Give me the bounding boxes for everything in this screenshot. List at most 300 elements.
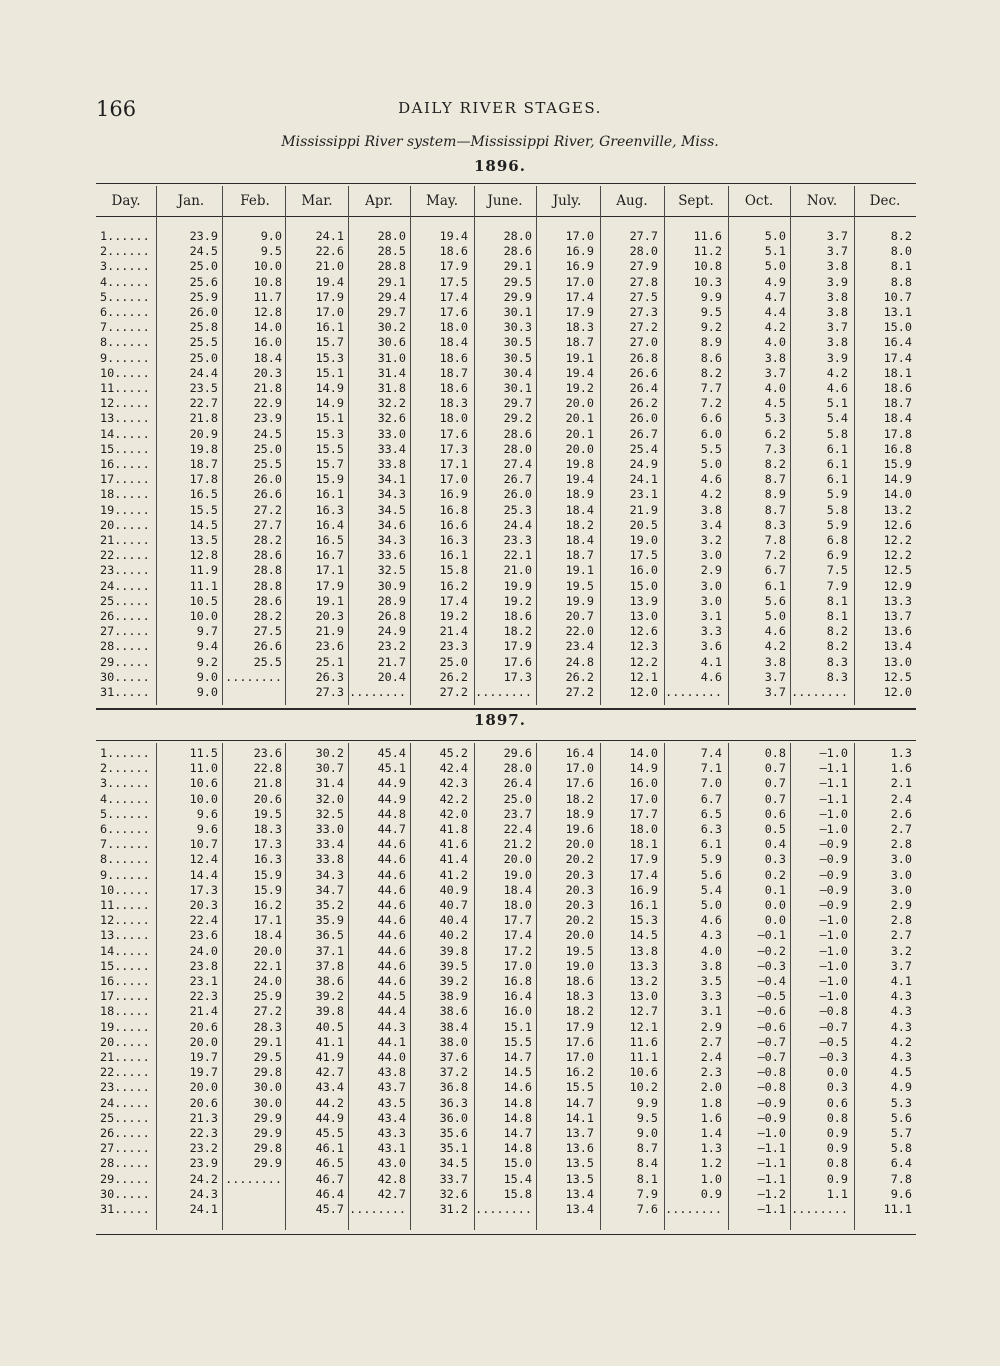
stage-cell-nov: —0.9 xyxy=(819,867,848,882)
stage-cell-oct: —1.1 xyxy=(757,1202,786,1216)
stage-cell-may: 37.6 xyxy=(439,1050,468,1064)
stage-cell-aug: 23.1 xyxy=(629,487,658,502)
stage-cell-sept: 6.6 xyxy=(700,411,722,426)
stage-cell-nov: —1.0 xyxy=(819,974,848,988)
stage-cell-dec: 2.8 xyxy=(890,913,912,928)
stage-cell-june: 18.0 xyxy=(503,898,532,912)
stage-cell-feb: 28.8 xyxy=(253,563,282,578)
no-day-marker: ........ xyxy=(475,1202,532,1216)
stage-cell-june: 16.0 xyxy=(503,1004,532,1019)
stage-cell-feb: 27.7 xyxy=(253,517,282,532)
stage-cell-nov: 8.3 xyxy=(826,669,848,684)
stage-cell-mar: 21.0 xyxy=(315,259,344,274)
stage-cell-dec: 2.8 xyxy=(890,837,912,852)
column-divider xyxy=(222,743,223,1230)
no-day-marker: ........ xyxy=(791,685,848,699)
day-label: 28..... xyxy=(100,639,150,654)
stage-cell-may: 45.2 xyxy=(439,746,468,760)
stage-cell-nov: 8.2 xyxy=(826,639,848,654)
stage-cell-sept: 9.5 xyxy=(700,305,722,319)
stage-cell-mar: 23.6 xyxy=(315,639,344,654)
stage-cell-may: 18.7 xyxy=(439,365,468,380)
stage-cell-oct: —0.1 xyxy=(757,928,786,943)
stage-cell-nov: 3.7 xyxy=(826,320,848,335)
stage-cell-mar: 35.9 xyxy=(315,913,344,928)
day-label: 13..... xyxy=(100,928,150,943)
stage-cell-feb: 28.6 xyxy=(253,593,282,608)
stage-cell-oct: 8.7 xyxy=(764,472,786,487)
stage-cell-july: 18.4 xyxy=(565,533,594,547)
day-label: 31..... xyxy=(100,1202,150,1216)
stage-cell-may: 17.0 xyxy=(439,472,468,487)
stage-cell-aug: 11.6 xyxy=(629,1034,658,1049)
stage-cell-july: 20.3 xyxy=(565,882,594,897)
day-label: 15..... xyxy=(100,958,150,973)
stage-cell-aug: 12.2 xyxy=(629,654,658,669)
stage-cell-nov: 3.8 xyxy=(826,305,848,319)
stage-cell-mar: 16.1 xyxy=(315,320,344,335)
stage-cell-apr: 45.1 xyxy=(377,761,406,776)
stage-cell-sept: 3.8 xyxy=(700,958,722,973)
stage-cell-aug: 17.4 xyxy=(629,867,658,882)
day-label: 20..... xyxy=(100,1034,150,1049)
stage-cell-june: 19.2 xyxy=(503,593,532,608)
stage-cell-may: 41.8 xyxy=(439,822,468,836)
stage-cell-nov: 0.9 xyxy=(826,1126,848,1140)
stage-cell-oct: 0.0 xyxy=(764,913,786,928)
stage-cell-jan: 9.6 xyxy=(196,806,218,821)
stage-cell-july: 16.2 xyxy=(565,1065,594,1080)
stage-cell-july: 19.4 xyxy=(565,365,594,380)
stage-cell-oct: —0.6 xyxy=(757,1004,786,1019)
stage-cell-mar: 35.2 xyxy=(315,898,344,912)
stage-cell-jan: 22.3 xyxy=(189,1126,218,1140)
stage-cell-jan: 24.5 xyxy=(189,244,218,259)
stage-cell-aug: 26.2 xyxy=(629,396,658,411)
day-label: 2...... xyxy=(100,244,150,259)
stage-cell-sept: 1.3 xyxy=(700,1141,722,1156)
stage-cell-nov: —1.0 xyxy=(819,958,848,973)
stage-cell-may: 41.4 xyxy=(439,852,468,867)
stage-cell-nov: 3.8 xyxy=(826,335,848,350)
stage-cell-may: 27.2 xyxy=(439,685,468,699)
stage-cell-sept: 3.1 xyxy=(700,1004,722,1019)
stage-cell-may: 42.3 xyxy=(439,776,468,791)
stage-cell-apr: 44.7 xyxy=(377,822,406,836)
stage-cell-sept: 3.0 xyxy=(700,548,722,563)
stage-cell-jan: 25.5 xyxy=(189,335,218,350)
day-label: 4...... xyxy=(100,791,150,806)
stage-cell-aug: 7.9 xyxy=(636,1186,658,1201)
stage-cell-mar: 33.8 xyxy=(315,852,344,867)
stage-cell-july: 19.9 xyxy=(565,593,594,608)
stage-cell-oct: 4.7 xyxy=(764,289,786,304)
stage-cell-jan: 10.7 xyxy=(189,837,218,852)
stage-cell-sept: 4.3 xyxy=(700,928,722,943)
stage-cell-july: 17.0 xyxy=(565,1050,594,1064)
stage-cell-july: 20.0 xyxy=(565,396,594,411)
stage-cell-may: 34.5 xyxy=(439,1156,468,1171)
stage-cell-jan: 24.1 xyxy=(189,1202,218,1216)
stage-cell-july: 20.1 xyxy=(565,426,594,441)
stage-cell-oct: 0.7 xyxy=(764,761,786,776)
stage-cell-jan: 24.4 xyxy=(189,365,218,380)
stage-cell-may: 18.6 xyxy=(439,381,468,395)
stage-cell-sept: 10.3 xyxy=(693,274,722,289)
stage-cell-sept: 2.9 xyxy=(700,563,722,578)
day-label: 8...... xyxy=(100,335,150,350)
stage-cell-apr: 44.3 xyxy=(377,1019,406,1034)
day-label: 29..... xyxy=(100,654,150,669)
day-label: 16..... xyxy=(100,974,150,988)
stage-cell-july: 17.6 xyxy=(565,1034,594,1049)
stage-cell-aug: 12.1 xyxy=(629,1019,658,1034)
stage-cell-oct: 0.1 xyxy=(764,882,786,897)
stage-cell-may: 23.3 xyxy=(439,639,468,654)
stage-cell-july: 18.2 xyxy=(565,517,594,532)
day-label: 18..... xyxy=(100,487,150,502)
stage-cell-nov: 3.7 xyxy=(826,229,848,243)
stage-cell-oct: 0.6 xyxy=(764,806,786,821)
stage-cell-oct: 6.7 xyxy=(764,563,786,578)
stage-cell-aug: 10.2 xyxy=(629,1080,658,1095)
stage-cell-dec: 9.6 xyxy=(890,1186,912,1201)
stage-cell-july: 19.2 xyxy=(565,381,594,395)
stage-cell-sept: 5.0 xyxy=(700,898,722,912)
stage-cell-nov: —1.0 xyxy=(819,822,848,836)
day-label: 9...... xyxy=(100,867,150,882)
stage-cell-jan: 9.0 xyxy=(196,669,218,684)
stage-cell-june: 28.6 xyxy=(503,244,532,259)
stage-cell-oct: —0.9 xyxy=(757,1110,786,1125)
stage-cell-jan: 12.8 xyxy=(189,548,218,563)
stage-cell-july: 17.9 xyxy=(565,305,594,319)
stage-cell-aug: 18.1 xyxy=(629,837,658,852)
stage-cell-feb: 22.8 xyxy=(253,761,282,776)
stage-cell-feb: 17.3 xyxy=(253,837,282,852)
stage-cell-apr: 45.4 xyxy=(377,746,406,760)
stage-cell-aug: 27.2 xyxy=(629,320,658,335)
day-label: 9...... xyxy=(100,350,150,365)
stage-cell-dec: 13.6 xyxy=(883,624,912,639)
stage-cell-may: 16.2 xyxy=(439,578,468,593)
stage-cell-jan: 21.3 xyxy=(189,1110,218,1125)
stage-cell-apr: 44.5 xyxy=(377,989,406,1004)
day-label: 19..... xyxy=(100,502,150,517)
stage-cell-sept: 2.7 xyxy=(700,1034,722,1049)
stage-cell-oct: 5.1 xyxy=(764,244,786,259)
stage-cell-feb: 12.8 xyxy=(253,305,282,319)
month-header-jan: Jan. xyxy=(177,193,205,209)
stage-cell-dec: 12.2 xyxy=(883,533,912,547)
stage-cell-jan: 23.2 xyxy=(189,1141,218,1156)
stage-cell-nov: —1.0 xyxy=(819,928,848,943)
stage-cell-aug: 27.3 xyxy=(629,305,658,319)
stage-cell-aug: 21.9 xyxy=(629,502,658,517)
stage-cell-nov: 5.1 xyxy=(826,396,848,411)
stage-cell-apr: 44.6 xyxy=(377,958,406,973)
stage-cell-july: 20.3 xyxy=(565,898,594,912)
day-label: 28..... xyxy=(100,1156,150,1171)
stage-cell-feb: 27.2 xyxy=(253,502,282,517)
stage-cell-oct: 0.7 xyxy=(764,791,786,806)
stage-cell-jan: 23.9 xyxy=(189,1156,218,1171)
stage-cell-july: 18.6 xyxy=(565,974,594,988)
stage-cell-may: 38.9 xyxy=(439,989,468,1004)
stage-cell-mar: 14.9 xyxy=(315,381,344,395)
stage-cell-mar: 42.7 xyxy=(315,1065,344,1080)
stage-cell-july: 13.7 xyxy=(565,1126,594,1140)
stage-cell-july: 18.7 xyxy=(565,548,594,563)
stage-cell-oct: —0.8 xyxy=(757,1080,786,1095)
stage-cell-may: 41.2 xyxy=(439,867,468,882)
stage-cell-feb: 11.7 xyxy=(253,289,282,304)
stage-cell-dec: 8.0 xyxy=(890,244,912,259)
stage-cell-apr: 30.6 xyxy=(377,335,406,350)
day-label: 4...... xyxy=(100,274,150,289)
stage-cell-nov: 5.9 xyxy=(826,487,848,502)
stage-cell-aug: 27.5 xyxy=(629,289,658,304)
stage-cell-feb: 18.4 xyxy=(253,928,282,943)
stage-cell-mar: 41.1 xyxy=(315,1034,344,1049)
stage-cell-apr: 34.6 xyxy=(377,517,406,532)
stage-cell-june: 15.4 xyxy=(503,1171,532,1186)
stage-cell-oct: 5.3 xyxy=(764,411,786,426)
stage-cell-dec: 12.2 xyxy=(883,548,912,563)
stage-cell-jan: 24.2 xyxy=(189,1171,218,1186)
stage-cell-nov: —0.7 xyxy=(819,1019,848,1034)
stage-cell-nov: 6.1 xyxy=(826,457,848,471)
stage-cell-june: 25.3 xyxy=(503,502,532,517)
month-header-dec: Dec. xyxy=(869,193,901,209)
day-label: 5...... xyxy=(100,289,150,304)
day-label: 26..... xyxy=(100,1126,150,1140)
stage-cell-july: 16.9 xyxy=(565,244,594,259)
stage-cell-dec: 4.3 xyxy=(890,989,912,1004)
stage-cell-may: 16.8 xyxy=(439,502,468,517)
day-label: 27..... xyxy=(100,1141,150,1156)
stage-cell-nov: —0.9 xyxy=(819,837,848,852)
stage-cell-nov: —1.0 xyxy=(819,943,848,958)
stage-cell-sept: 1.8 xyxy=(700,1095,722,1110)
stage-cell-mar: 17.9 xyxy=(315,578,344,593)
stage-cell-aug: 17.9 xyxy=(629,852,658,867)
stage-cell-nov: 8.3 xyxy=(826,654,848,669)
stage-cell-may: 18.3 xyxy=(439,396,468,411)
day-label: 6...... xyxy=(100,305,150,319)
stage-cell-aug: 20.5 xyxy=(629,517,658,532)
stage-cell-aug: 24.9 xyxy=(629,457,658,471)
stage-cell-may: 42.4 xyxy=(439,761,468,776)
stage-cell-nov: 0.0 xyxy=(826,1065,848,1080)
stage-cell-sept: 7.0 xyxy=(700,776,722,791)
stage-cell-june: 14.7 xyxy=(503,1050,532,1064)
stage-cell-aug: 18.0 xyxy=(629,822,658,836)
stage-cell-aug: 12.3 xyxy=(629,639,658,654)
stage-cell-jan: 19.7 xyxy=(189,1050,218,1064)
stage-cell-feb: 29.5 xyxy=(253,1050,282,1064)
stage-cell-sept: 6.1 xyxy=(700,837,722,852)
stage-cell-jan: 11.0 xyxy=(189,761,218,776)
stage-cell-dec: 12.5 xyxy=(883,669,912,684)
stage-cell-aug: 13.3 xyxy=(629,958,658,973)
stage-cell-may: 21.4 xyxy=(439,624,468,639)
stage-cell-may: 39.5 xyxy=(439,958,468,973)
day-label: 1...... xyxy=(100,746,150,760)
stage-cell-dec: 4.3 xyxy=(890,1050,912,1064)
stage-cell-dec: 2.9 xyxy=(890,898,912,912)
stage-cell-apr: 21.7 xyxy=(377,654,406,669)
stage-cell-june: 28.0 xyxy=(503,441,532,456)
stage-cell-jan: 9.6 xyxy=(196,822,218,836)
stage-cell-dec: 5.7 xyxy=(890,1126,912,1140)
day-label: 11..... xyxy=(100,898,150,912)
stage-cell-july: 13.5 xyxy=(565,1156,594,1171)
stage-cell-jan: 22.4 xyxy=(189,913,218,928)
month-header-sept: Sept. xyxy=(678,193,714,209)
stage-cell-mar: 46.4 xyxy=(315,1186,344,1201)
stage-cell-jan: 25.9 xyxy=(189,289,218,304)
stage-cell-nov: 5.9 xyxy=(826,517,848,532)
stage-cell-dec: 3.0 xyxy=(890,882,912,897)
stage-cell-sept: 2.9 xyxy=(700,1019,722,1034)
stage-cell-dec: 13.1 xyxy=(883,305,912,319)
stage-cell-dec: 5.6 xyxy=(890,1110,912,1125)
stage-cell-jan: 17.8 xyxy=(189,472,218,487)
stage-cell-jan: 19.8 xyxy=(189,441,218,456)
stage-cell-aug: 14.5 xyxy=(629,928,658,943)
stage-cell-nov: —1.1 xyxy=(819,761,848,776)
stage-cell-june: 27.4 xyxy=(503,457,532,471)
month-header-apr: Apr. xyxy=(365,193,393,209)
stage-cell-apr: 44.6 xyxy=(377,898,406,912)
day-label: 23..... xyxy=(100,563,150,578)
day-label: 31..... xyxy=(100,685,150,699)
stage-cell-jan: 19.7 xyxy=(189,1065,218,1080)
stage-cell-dec: 4.3 xyxy=(890,1019,912,1034)
stage-cell-nov: 3.9 xyxy=(826,350,848,365)
stage-cell-jan: 11.1 xyxy=(189,578,218,593)
stage-cell-mar: 44.2 xyxy=(315,1095,344,1110)
stage-cell-sept: 5.5 xyxy=(700,441,722,456)
stage-cell-aug: 17.0 xyxy=(629,791,658,806)
stage-cell-aug: 19.0 xyxy=(629,533,658,547)
stage-cell-june: 16.4 xyxy=(503,989,532,1004)
stage-cell-aug: 26.7 xyxy=(629,426,658,441)
stage-cell-feb: 18.4 xyxy=(253,350,282,365)
stage-cell-aug: 16.9 xyxy=(629,882,658,897)
stage-cell-oct: —1.1 xyxy=(757,1171,786,1186)
stage-cell-aug: 15.3 xyxy=(629,913,658,928)
stage-cell-aug: 17.5 xyxy=(629,548,658,563)
stage-cell-may: 35.1 xyxy=(439,1141,468,1156)
stage-cell-nov: 3.9 xyxy=(826,274,848,289)
stage-cell-feb: 27.5 xyxy=(253,624,282,639)
stage-cell-june: 30.5 xyxy=(503,335,532,350)
stage-cell-oct: —0.7 xyxy=(757,1034,786,1049)
stage-cell-aug: 16.0 xyxy=(629,776,658,791)
stage-cell-dec: 16.4 xyxy=(883,335,912,350)
stage-cell-oct: 4.6 xyxy=(764,624,786,639)
stage-cell-mar: 46.5 xyxy=(315,1156,344,1171)
stage-cell-dec: 11.1 xyxy=(883,1202,912,1216)
stage-cell-may: 15.8 xyxy=(439,563,468,578)
stage-cell-june: 17.6 xyxy=(503,654,532,669)
stage-cell-feb: 10.0 xyxy=(253,259,282,274)
stage-cell-mar: 39.8 xyxy=(315,1004,344,1019)
stage-cell-mar: 19.4 xyxy=(315,274,344,289)
stage-cell-sept: 0.9 xyxy=(700,1186,722,1201)
stage-cell-july: 18.7 xyxy=(565,335,594,350)
stage-cell-apr: 33.0 xyxy=(377,426,406,441)
day-label: 27..... xyxy=(100,624,150,639)
stage-cell-jan: 25.0 xyxy=(189,350,218,365)
stage-cell-aug: 9.0 xyxy=(636,1126,658,1140)
stage-cell-sept: 4.6 xyxy=(700,913,722,928)
stage-cell-jan: 24.3 xyxy=(189,1186,218,1201)
stage-cell-aug: 26.8 xyxy=(629,350,658,365)
stage-cell-aug: 11.1 xyxy=(629,1050,658,1064)
stage-cell-dec: 14.0 xyxy=(883,487,912,502)
stage-cell-june: 14.8 xyxy=(503,1141,532,1156)
stage-cell-mar: 16.5 xyxy=(315,533,344,547)
stage-cell-oct: 0.2 xyxy=(764,867,786,882)
stage-cell-sept: 11.2 xyxy=(693,244,722,259)
stage-cell-oct: —0.7 xyxy=(757,1050,786,1064)
stage-cell-oct: —1.2 xyxy=(757,1186,786,1201)
stage-cell-feb: 24.5 xyxy=(253,426,282,441)
stage-cell-dec: 4.9 xyxy=(890,1080,912,1095)
stage-cell-may: 37.2 xyxy=(439,1065,468,1080)
stage-cell-sept: 3.8 xyxy=(700,502,722,517)
stage-cell-nov: 6.9 xyxy=(826,548,848,563)
stage-cell-july: 18.3 xyxy=(565,320,594,335)
stage-cell-jan: 14.4 xyxy=(189,867,218,882)
stage-cell-apr: 42.7 xyxy=(377,1186,406,1201)
stage-cell-oct: 4.5 xyxy=(764,396,786,411)
stage-cell-mar: 15.7 xyxy=(315,457,344,471)
stage-cell-july: 13.4 xyxy=(565,1186,594,1201)
stage-cell-mar: 15.1 xyxy=(315,365,344,380)
stage-cell-feb: 16.2 xyxy=(253,898,282,912)
stage-cell-feb: 30.0 xyxy=(253,1095,282,1110)
stage-cell-feb: 18.3 xyxy=(253,822,282,836)
stage-cell-july: 20.0 xyxy=(565,441,594,456)
stage-cell-feb: 16.0 xyxy=(253,335,282,350)
stage-cell-sept: 2.3 xyxy=(700,1065,722,1080)
stage-cell-nov: 8.1 xyxy=(826,593,848,608)
stage-cell-mar: 22.6 xyxy=(315,244,344,259)
stage-cell-mar: 14.9 xyxy=(315,396,344,411)
stage-cell-jan: 10.5 xyxy=(189,593,218,608)
stage-cell-aug: 15.0 xyxy=(629,578,658,593)
stage-cell-mar: 15.9 xyxy=(315,472,344,487)
stage-cell-mar: 16.3 xyxy=(315,502,344,517)
stage-cell-may: 17.9 xyxy=(439,259,468,274)
day-label: 7...... xyxy=(100,320,150,335)
stage-cell-oct: 0.0 xyxy=(764,898,786,912)
stage-cell-may: 17.4 xyxy=(439,289,468,304)
stage-cell-july: 20.0 xyxy=(565,837,594,852)
day-label: 15..... xyxy=(100,441,150,456)
stage-cell-nov: —0.5 xyxy=(819,1034,848,1049)
stage-cell-may: 25.0 xyxy=(439,654,468,669)
day-label: 14..... xyxy=(100,426,150,441)
stage-cell-may: 17.5 xyxy=(439,274,468,289)
stage-cell-apr: 31.4 xyxy=(377,365,406,380)
stage-cell-apr: 29.7 xyxy=(377,305,406,319)
stage-cell-june: 30.4 xyxy=(503,365,532,380)
